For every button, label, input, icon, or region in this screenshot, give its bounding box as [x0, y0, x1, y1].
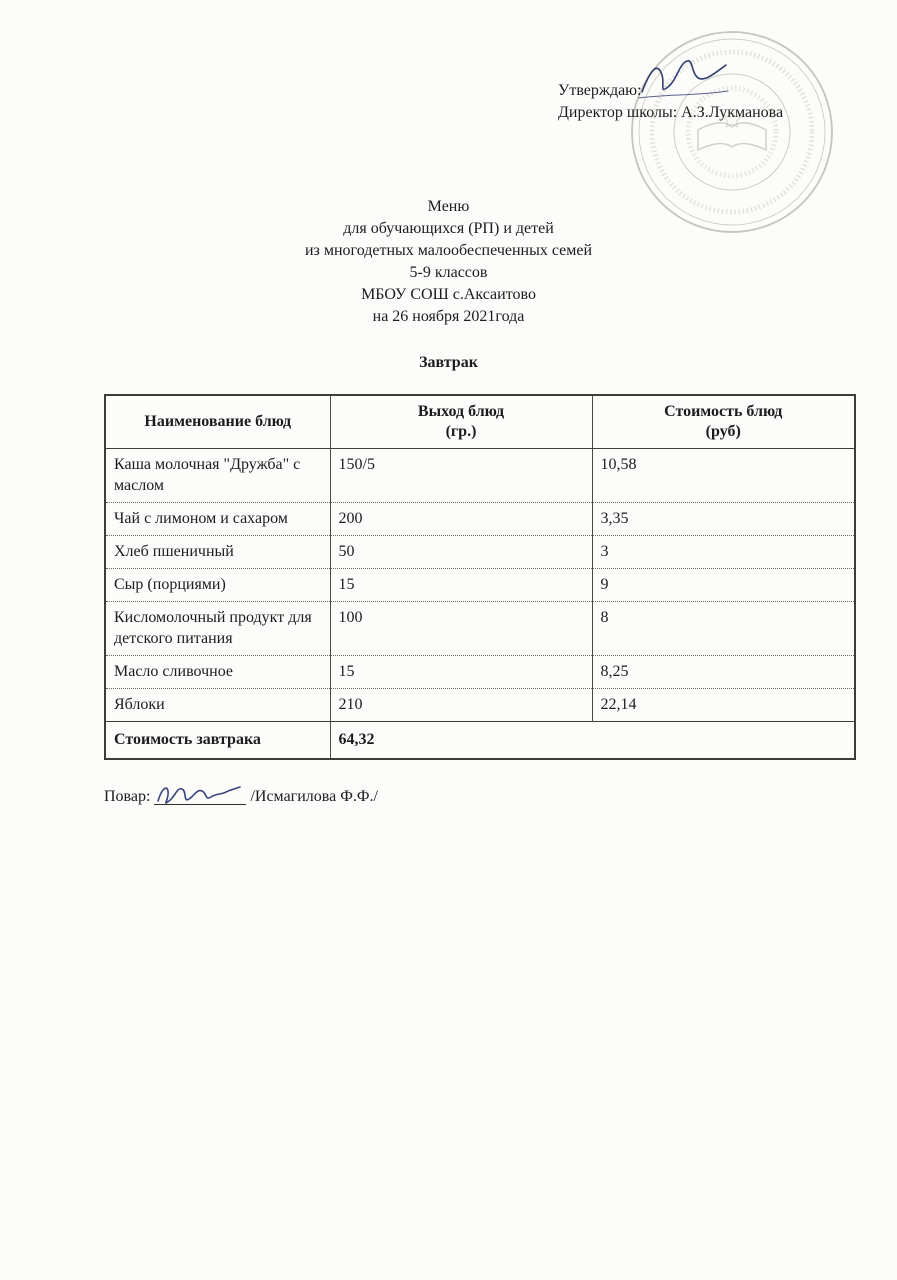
cell-portion: 210 — [330, 689, 592, 722]
cell-price: 10,58 — [592, 449, 855, 503]
cell-portion: 50 — [330, 536, 592, 569]
col-header-portion-sub: (гр.) — [445, 423, 477, 440]
menu-table-container — [104, 394, 854, 760]
cell-price: 22,14 — [592, 689, 855, 722]
cook-line — [104, 782, 378, 809]
director-approval-line: Директор школы: А.З.Лукманова — [558, 104, 784, 121]
section-title: Завтрак — [419, 354, 478, 371]
title-line-2: для обучающихся (РП) и детей — [343, 220, 554, 237]
table-row — [105, 689, 855, 722]
cook-signature-icon — [154, 778, 246, 808]
title-line-4: 5-9 классов — [409, 264, 488, 281]
col-header-price — [592, 395, 855, 449]
table-row — [105, 602, 855, 656]
cell-price: 3 — [592, 536, 855, 569]
cell-dish: Чай с лимоном и сахаром — [105, 503, 330, 536]
cell-portion: 200 — [330, 503, 592, 536]
cook-label: Повар: — [104, 788, 151, 805]
cell-dish: Сыр (порциями) — [105, 569, 330, 602]
table-total-row — [105, 722, 855, 760]
open-book-icon — [698, 123, 766, 150]
cell-price: 8 — [592, 602, 855, 656]
table-row — [105, 656, 855, 689]
cell-portion: 100 — [330, 602, 592, 656]
col-header-dish-title: Наименование блюд — [144, 413, 292, 430]
title-line-5: МБОУ СОШ с.Аксаитово — [361, 286, 536, 303]
total-value: 64,32 — [330, 722, 855, 760]
cell-portion: 15 — [330, 569, 592, 602]
col-header-portion-title: Выход блюд — [417, 403, 505, 420]
cell-dish: Яблоки — [105, 689, 330, 722]
cell-price: 3,35 — [592, 503, 855, 536]
menu-table — [104, 394, 856, 760]
title-line-3: из многодетных малообеспеченных семей — [304, 242, 593, 259]
table-header-row — [105, 395, 855, 449]
table-row — [105, 569, 855, 602]
title-line-1: Меню — [427, 198, 470, 215]
menu-title-block — [0, 196, 897, 328]
cell-dish: Масло сливочное — [105, 656, 330, 689]
cook-name: /Исмагилова Ф.Ф./ — [250, 788, 378, 805]
cell-portion: 15 — [330, 656, 592, 689]
col-header-price-title: Стоимость блюд — [664, 403, 783, 420]
cell-price: 8,25 — [592, 656, 855, 689]
col-header-portion — [330, 395, 592, 449]
col-header-dish — [105, 395, 330, 449]
approval-label: Утверждаю: — [558, 82, 642, 99]
cell-dish: Хлеб пшеничный — [105, 536, 330, 569]
table-row — [105, 536, 855, 569]
title-line-6: на 26 ноября 2021года — [372, 308, 525, 325]
cell-dish: Кисломолочный продукт для детского питания — [105, 602, 330, 656]
table-row — [105, 449, 855, 503]
cell-portion: 150/5 — [330, 449, 592, 503]
table-row — [105, 503, 855, 536]
total-label: Стоимость завтрака — [105, 722, 330, 760]
cook-signature — [154, 782, 246, 805]
col-header-price-sub: (руб) — [705, 423, 741, 440]
director-signature — [636, 56, 732, 104]
cell-price: 9 — [592, 569, 855, 602]
cell-dish: Каша молочная "Дружба" с маслом — [105, 449, 330, 503]
